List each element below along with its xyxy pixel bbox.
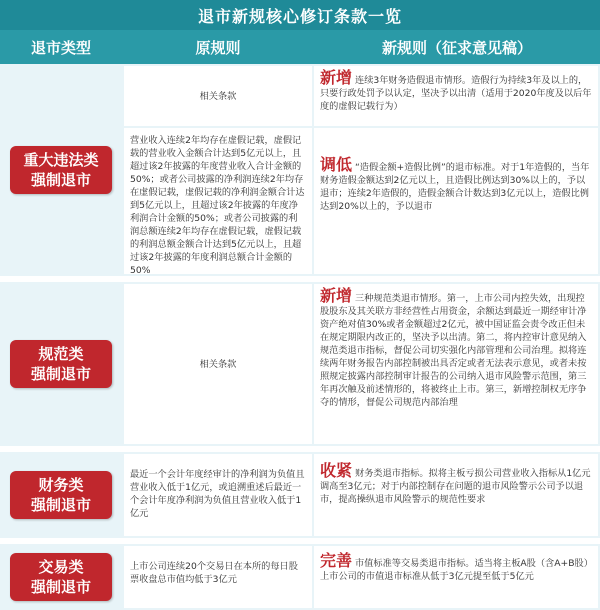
- old-rule-cell: [124, 284, 312, 444]
- old-rule-text: 营业收入连续2年均存在虚假记载，虚假记载的营业收入金额合计达到5亿元以上，且超过该2年披露的年度营业收入合计金额的50%；或者公司披露的净利润连续2年均存在虚假记载，虚假记载的净利润金额合计达到5亿元以上，且超过该2年披露的年度净利润合计金额的50%；或者公司披露的利润总额连续2年均存在虚假记载，虚假记载的利润总额金额合计达到5亿元以上，且超过该2年披露的年度利润总额合计金额的50%: [130, 135, 305, 276]
- type-line: 强制退市: [30, 171, 91, 189]
- type-line: 财务类: [38, 476, 84, 494]
- new-rule-keyword: 调低: [320, 155, 353, 174]
- new-rule-keyword: 完善: [320, 551, 353, 570]
- page-title: 退市新规核心修订条款一览: [0, 0, 600, 30]
- old-rule-text: 上市公司连续20个交易日在本所的每日股票收盘总市值均低于3亿元: [130, 561, 298, 585]
- new-rule-cell: [314, 128, 598, 274]
- section-trading: [0, 544, 600, 610]
- type-line: 重大违法类: [23, 151, 99, 169]
- header-old: 原规则: [195, 38, 241, 57]
- type-cell: [0, 544, 122, 610]
- new-rule-text: 连续3年财务造假退市情形。造假行为持续3年及以上的，只要行政处罚予以认定，坚决予以出清（适用于2020年度及以后年度的虚假记载行为）: [320, 75, 592, 112]
- new-rule-cell: [314, 284, 598, 444]
- old-rule-text: 相关条款: [199, 90, 237, 102]
- type-line: 强制退市: [30, 496, 91, 514]
- section-financial: [0, 452, 600, 538]
- type-badge: [10, 553, 112, 601]
- new-rule-text: 三种规范类退市情形。第一，上市公司内控失效，出现控股股东及其关联方非经营性占用资金，余额达到最近一期经审计净资产绝对值30%或者金额超过2亿元，被中国证监会责令改正但未在规定期限内改正的，坚决予以出清。第二，将内控审计意见纳入规范类退市指标，督促公司切实强化内部管理和公司治理。拟将连续两年财务报告内部控制被出具否定或者无法表示意见，或者未按照规定披露内部控制审计报告的公司纳入退市风险警示范围，第三年再次触及前述情形的，将被终止上市。第三，新增控制权无序争夺的情形，督促公司规范内部治理: [320, 293, 587, 408]
- type-line: 规范类: [38, 345, 84, 363]
- section-governance: [0, 282, 600, 446]
- new-rule-keyword: 新增: [320, 68, 353, 87]
- header-new: 新规则（征求意见稿）: [381, 38, 532, 57]
- new-rule-keyword: 收紧: [320, 461, 353, 480]
- old-rule-cell: [124, 128, 312, 274]
- old-rule-cell: [124, 66, 312, 126]
- table-header: [0, 30, 600, 64]
- old-rule-cell: [124, 454, 312, 536]
- old-rule-cell: [124, 546, 312, 608]
- new-rule-cell: [314, 546, 598, 608]
- new-rule-text: 财务类退市指标。拟将主板亏损公司营业收入指标从1亿元调高至3亿元；对于内部控制存在问题的退市风险警示公司予以退市，提高操纵退市风险警示的规范性要求: [320, 468, 591, 505]
- new-rule-text: “造假金额+造假比例”的退市标准。对于1年造假的，当年财务造假金额达到2亿元以上，且造假比例达到30%以上的，予以退市；连续2年造假的，造假金额合计数达到3亿元以上，造假比例达到20%以上的，予以退市: [320, 162, 590, 212]
- type-line: 强制退市: [30, 365, 91, 383]
- old-rule-text: 最近一个会计年度经审计的净利润为负值且营业收入低于1亿元，或追溯重述后最近一个会计年度净利润为负值且营业收入低于1亿元: [130, 469, 305, 519]
- type-cell: [0, 452, 122, 538]
- old-rule-text: 相关条款: [199, 358, 237, 370]
- type-badge: [10, 146, 112, 194]
- new-rule-keyword: 新增: [320, 286, 353, 305]
- type-line: 交易类: [38, 558, 84, 576]
- type-line: 强制退市: [30, 578, 91, 596]
- type-cell: [0, 64, 122, 276]
- new-rule-cell: [314, 66, 598, 126]
- header-type: 退市类型: [30, 38, 91, 57]
- type-badge: [10, 471, 112, 519]
- section-major-violation: [0, 64, 600, 276]
- type-badge: [10, 340, 112, 388]
- new-rule-text: 市值标准等交易类退市指标。适当将主板A股（含A+B股）上市公司的市值退市标准从低于3亿元提至低于5亿元: [320, 558, 589, 582]
- type-cell: [0, 282, 122, 446]
- new-rule-cell: [314, 454, 598, 536]
